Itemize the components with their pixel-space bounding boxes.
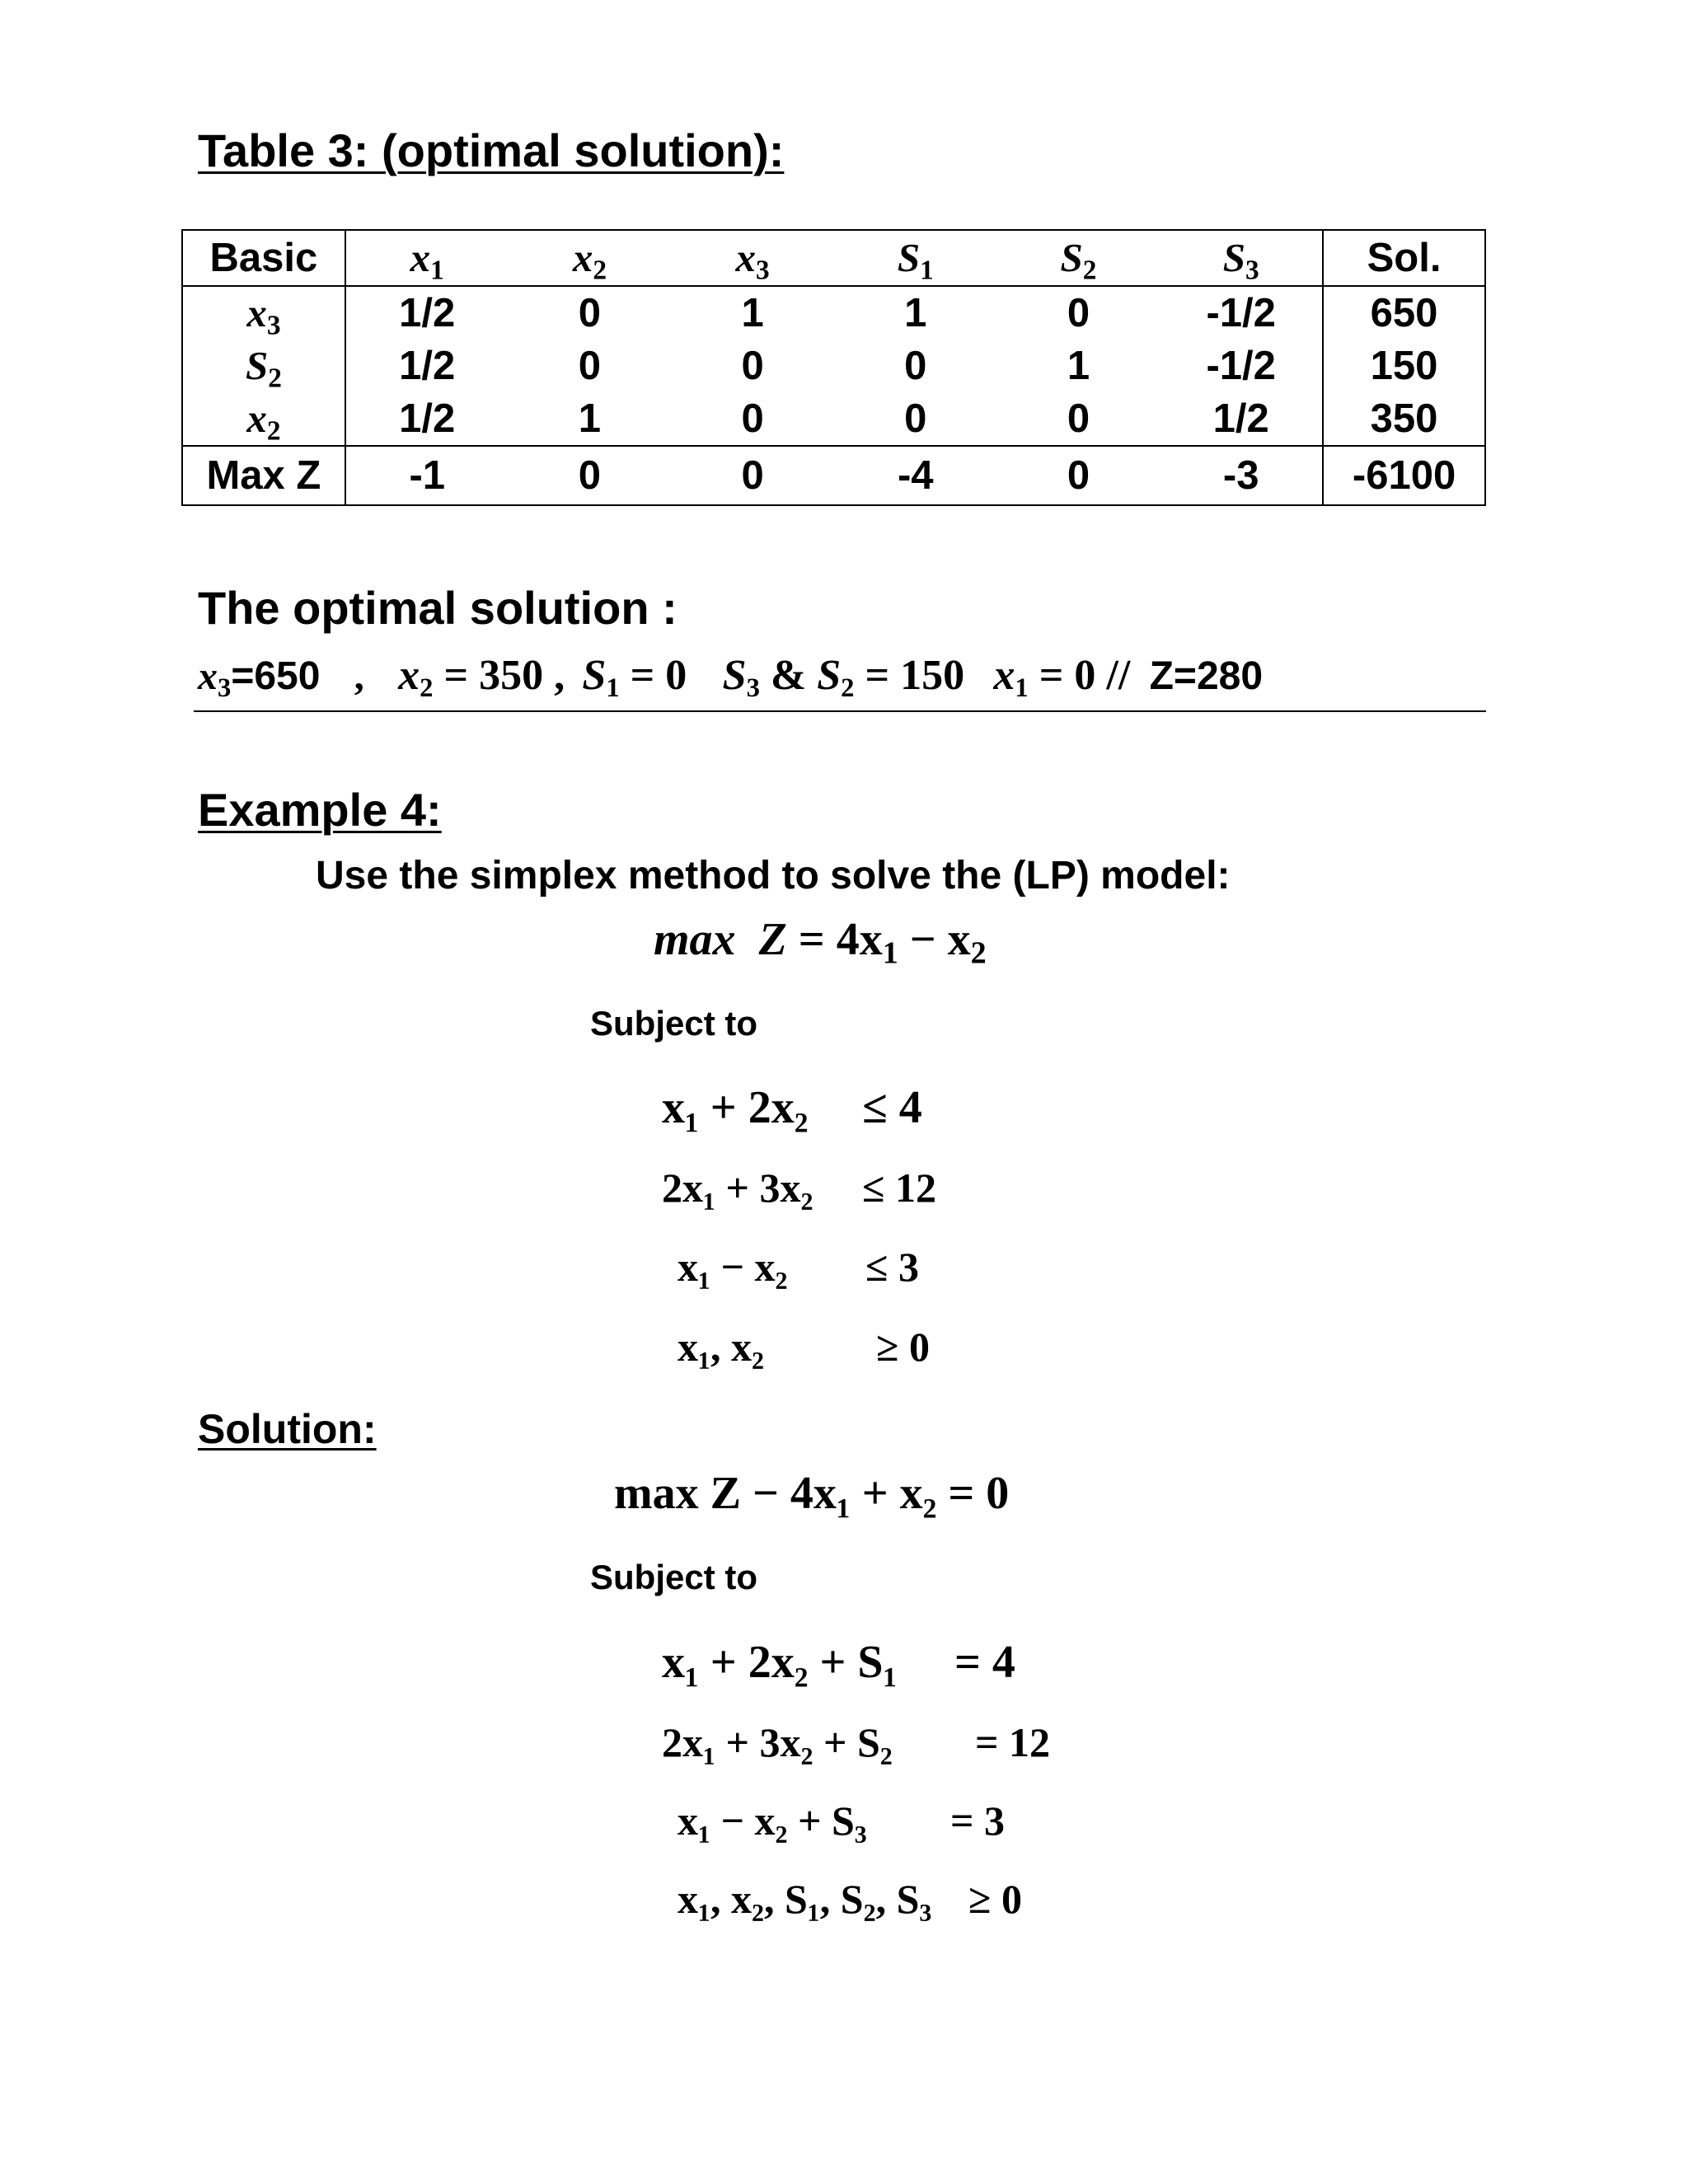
solution-constraint: x₁, x₂, S₁, S₂, S₃ bbox=[678, 1876, 932, 1922]
header-basic: Basic bbox=[182, 230, 345, 286]
z-row-label: Max Z bbox=[182, 446, 345, 505]
table-cell: 1/2 bbox=[399, 344, 456, 388]
table-cell: 0 bbox=[1067, 396, 1090, 441]
table-cell: 0 bbox=[904, 396, 927, 441]
example4-objective: $\max Z = 4x_1 - x_2$ bbox=[654, 914, 987, 971]
example4-constraint: x₁ − x₂ bbox=[678, 1244, 788, 1290]
table-cell: 1/2 bbox=[399, 291, 456, 335]
solution-objective: max Z − 4x₁ + x₂ = 0 bbox=[614, 1468, 1010, 1519]
table-cell: 0 bbox=[578, 291, 602, 335]
solution-constraint-rhs: ≥ 0 bbox=[968, 1876, 1022, 1922]
table-cell: -4 bbox=[834, 446, 997, 505]
table-row bbox=[182, 286, 1485, 340]
header-s3: $S_3$ bbox=[1160, 230, 1323, 286]
table-cell-sol: 350 bbox=[1370, 396, 1438, 441]
table-cell: 0 bbox=[671, 446, 834, 505]
row-basic: $x_2$ bbox=[182, 392, 345, 446]
table-row bbox=[182, 340, 1485, 392]
header-s2: $S_2$ bbox=[997, 230, 1160, 286]
table-cell: 1 bbox=[741, 291, 764, 335]
solution-constraint: x₁ − x₂ + S₃ bbox=[678, 1797, 867, 1844]
row-basic: $S_2$ bbox=[182, 340, 345, 392]
table-cell: 1 bbox=[1067, 344, 1090, 388]
table-cell-sol: 150 bbox=[1370, 344, 1438, 388]
table-cell: -1/2 bbox=[1160, 286, 1323, 340]
example4-constraint: 2x₁ + 3x₂ bbox=[662, 1165, 814, 1211]
optimal-solution-line: $x_3=650$ , $x_2 = 350$ , $S_1 = 0$ $S_3$ & $S_2 = 150$ $x_1 = 0 // Z=280$ bbox=[198, 652, 1264, 704]
table-cell: 0 bbox=[904, 344, 927, 388]
table-cell: 1 bbox=[578, 396, 602, 441]
table-cell-sol: -6100 bbox=[1323, 446, 1485, 505]
solution-constraint: x₁ + 2x₂ + S₁ bbox=[662, 1637, 898, 1688]
example4-subject-to: Subject to bbox=[590, 1004, 758, 1043]
table-cell: 0 bbox=[509, 446, 672, 505]
table-cell: 1/2 bbox=[399, 396, 456, 441]
example4-constraint-rhs: ≤ 4 bbox=[862, 1082, 922, 1133]
header-x3: $x_3$ bbox=[671, 230, 834, 286]
table-cell: 0 bbox=[741, 396, 764, 441]
header-x2: $x_2$ bbox=[509, 230, 672, 286]
table-cell: 1/2 bbox=[1160, 392, 1323, 446]
divider bbox=[194, 710, 1486, 712]
header-x1: $x_1$ bbox=[345, 230, 509, 286]
solution-constraint-rhs: = 3 bbox=[950, 1797, 1005, 1844]
example4-constraint: x₁ + 2x₂ bbox=[662, 1082, 809, 1133]
table-header-row bbox=[182, 230, 1485, 286]
header-s1: $S_1$ bbox=[834, 230, 997, 286]
table-cell: -3 bbox=[1160, 446, 1323, 505]
solution-constraint-rhs: = 4 bbox=[954, 1637, 1015, 1688]
header-sol: Sol. bbox=[1323, 230, 1485, 286]
table-cell: 1 bbox=[904, 291, 927, 335]
table-row bbox=[182, 392, 1485, 446]
example4-constraint-rhs: ≥ 0 bbox=[876, 1324, 930, 1370]
example4-constraint-rhs: ≤ 3 bbox=[865, 1244, 919, 1290]
table-z-row bbox=[182, 446, 1485, 505]
table-cell: 0 bbox=[578, 344, 602, 388]
table-cell: -1/2 bbox=[1160, 340, 1323, 392]
example4-constraint-rhs: ≤ 12 bbox=[862, 1165, 936, 1211]
row-basic: $x_3$ bbox=[182, 286, 345, 340]
solution-constraint: 2x₁ + 3x₂ + S₂ bbox=[662, 1719, 893, 1765]
optimal-solution-heading: The optimal solution : bbox=[198, 582, 678, 634]
table-cell-sol: 650 bbox=[1370, 291, 1438, 335]
table-cell: -1 bbox=[345, 446, 509, 505]
example4-constraint: x₁, x₂ bbox=[678, 1324, 764, 1370]
simplex-table bbox=[181, 229, 1486, 506]
table-cell: 0 bbox=[1067, 291, 1090, 335]
solution-heading: Solution: bbox=[198, 1406, 377, 1452]
example4-instruction: Use the simplex method to solve the (LP) model: bbox=[316, 854, 1231, 898]
solution-subject-to: Subject to bbox=[590, 1558, 758, 1596]
table-cell: 0 bbox=[997, 446, 1160, 505]
table3-title: Table 3: (optimal solution): bbox=[198, 124, 785, 176]
solution-constraint-rhs: = 12 bbox=[975, 1719, 1050, 1765]
example4-heading: Example 4: bbox=[198, 784, 442, 836]
table-cell: 0 bbox=[741, 344, 764, 388]
